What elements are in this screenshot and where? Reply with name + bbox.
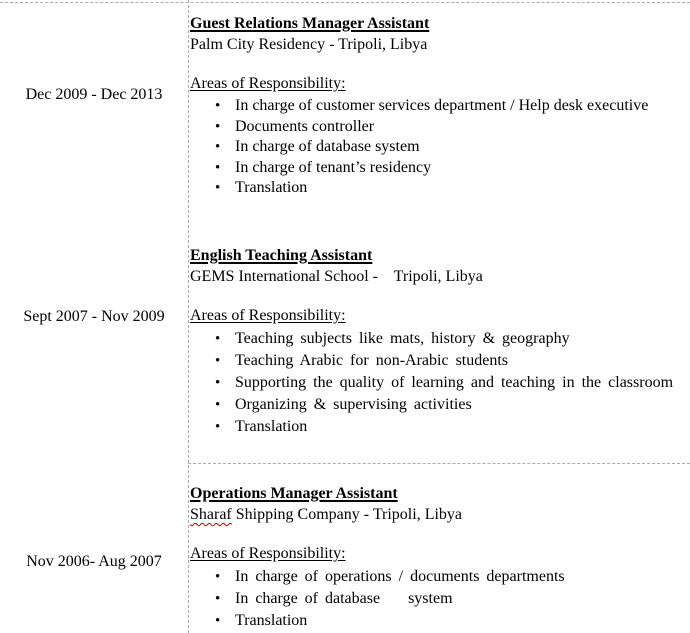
blank-line: [190, 287, 689, 305]
responsibility-list: [190, 328, 689, 438]
company-location-rest: Shipping Company - Tripoli, Libya: [231, 506, 463, 523]
responsibility-item: • Supporting the quality of learning and teaching in the classroom: [190, 372, 689, 394]
areas-of-responsibility-label: Areas of Responsibility:: [190, 545, 346, 562]
table-gridline-top: [0, 2, 690, 3]
blank-line: [190, 55, 689, 73]
responsibility-list: [190, 96, 689, 199]
date-range: Dec 2009 - Dec 2013: [25, 86, 163, 103]
date-range: Sept 2007 - Nov 2009: [23, 308, 165, 325]
misspelled-word: Sharaf: [190, 506, 232, 523]
table-gridline-vertical: [188, 0, 189, 633]
responsibility-item: • In charge of operations / documents departments: [190, 566, 689, 588]
company-location: [190, 504, 689, 525]
responsibility-item: • In charge of database system: [190, 137, 689, 158]
table-gridline-row-divider: [188, 463, 690, 464]
responsibility-item: • Organizing & supervising activities: [190, 394, 689, 416]
responsibility-list: [190, 566, 689, 632]
responsibility-item: • In charge of tenant’s residency: [190, 158, 689, 179]
job-title: Guest Relations Manager Assistant: [190, 15, 430, 32]
date-range: Nov 2006- Aug 2007: [26, 553, 162, 570]
responsibility-item: • In charge of database system: [190, 588, 689, 610]
responsibility-item: • Translation: [190, 610, 689, 632]
job-title: Operations Manager Assistant: [190, 485, 398, 502]
blank-line: [190, 525, 689, 543]
responsibility-item: • Translation: [190, 416, 689, 438]
job-entry: [190, 13, 689, 199]
job-entry: [190, 245, 689, 438]
responsibility-item: • Teaching Arabic for non-Arabic students: [190, 350, 689, 372]
responsibility-item: • Translation: [190, 178, 689, 199]
company-location: GEMS International School - Tripoli, Libya: [190, 268, 483, 285]
responsibility-item: • Documents controller: [190, 117, 689, 138]
company-location: Palm City Residency - Tripoli, Libya: [190, 36, 428, 53]
responsibility-item: • In charge of customer services department / Help desk executive: [190, 96, 689, 117]
job-title: English Teaching Assistant: [190, 247, 373, 264]
areas-of-responsibility-label: Areas of Responsibility:: [190, 75, 346, 92]
responsibility-item: • Teaching subjects like mats, history & geography: [190, 328, 689, 350]
job-entry: [190, 483, 689, 632]
areas-of-responsibility-label: Areas of Responsibility:: [190, 307, 346, 324]
